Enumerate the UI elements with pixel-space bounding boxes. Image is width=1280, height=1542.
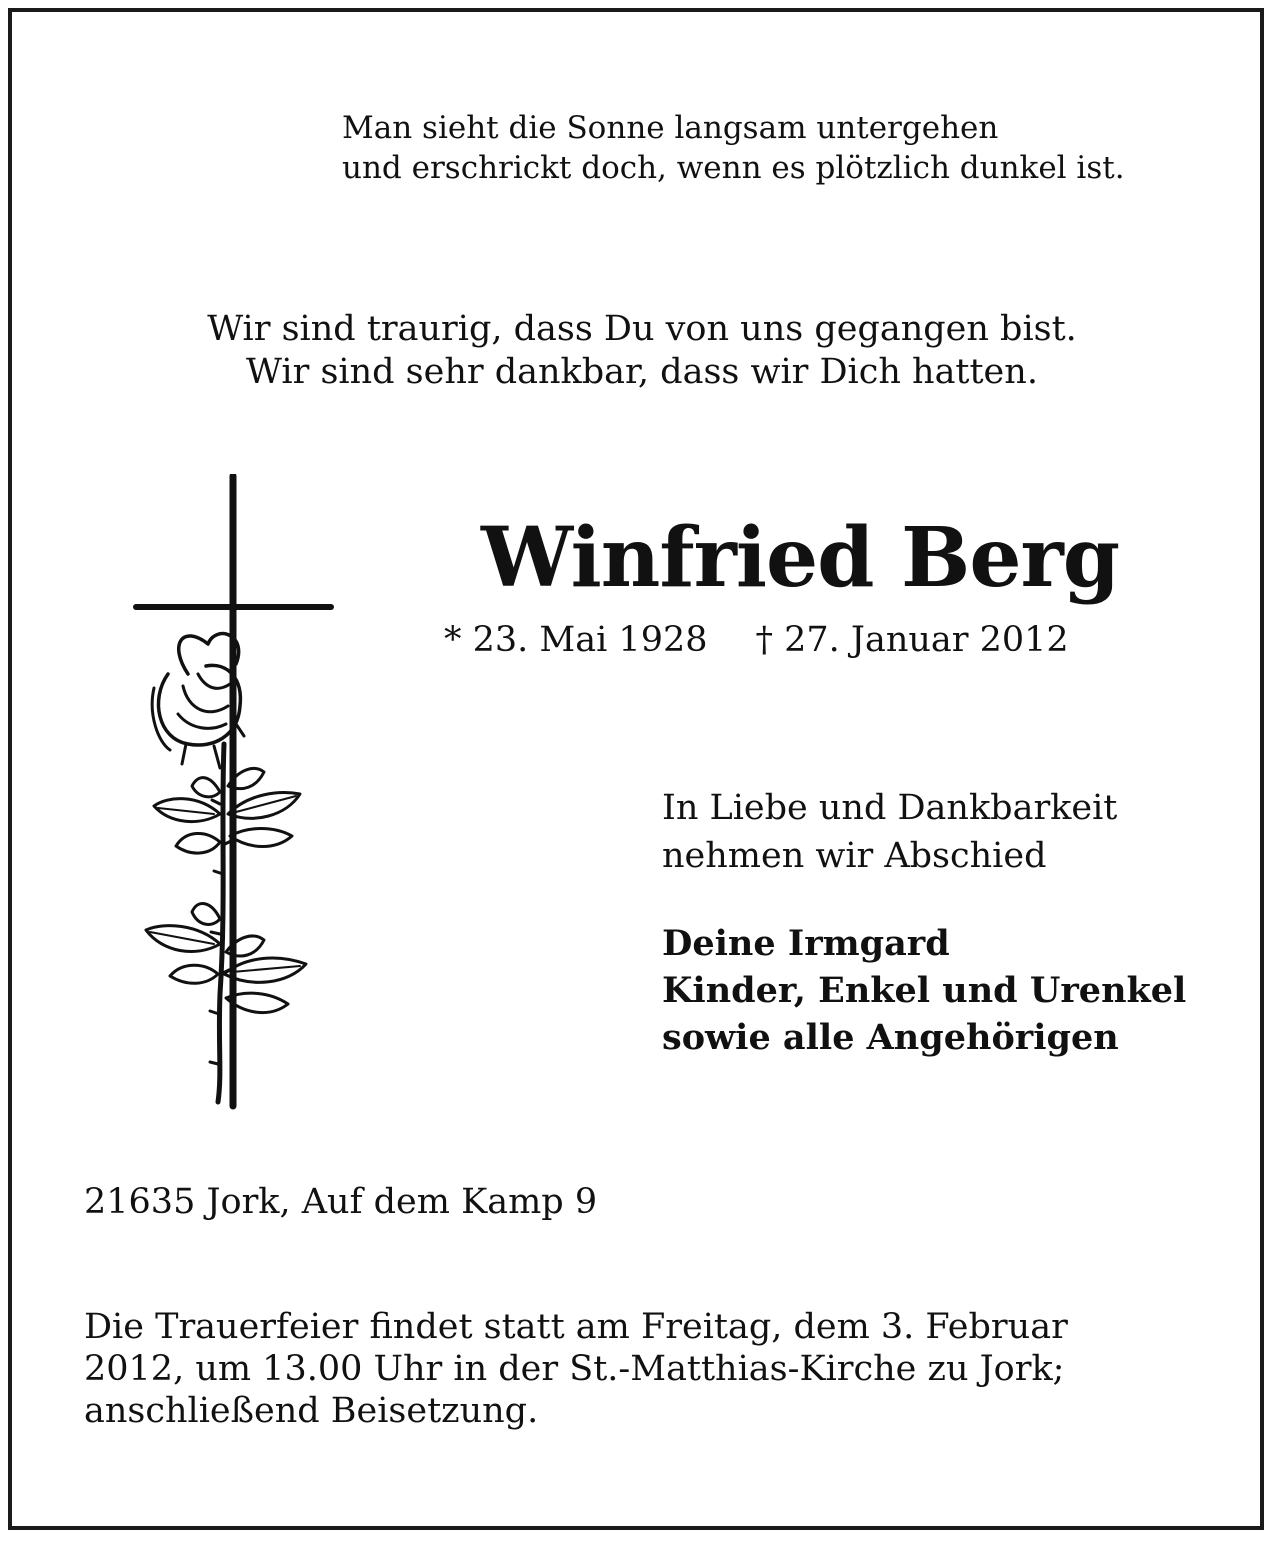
mourner-line-2: Kinder, Enkel und Urenkel xyxy=(662,970,1187,1011)
leaf-right-1-vein xyxy=(236,796,296,812)
cross-with-rose-icon xyxy=(128,474,340,1110)
mourners-list xyxy=(662,920,1222,1061)
leaf-left-1 xyxy=(154,799,220,822)
motto-line-1: Man sieht die Sonne langsam untergehen xyxy=(342,110,999,146)
farewell-line-2: nehmen wir Abschied xyxy=(662,836,1047,876)
deceased-name: Winfried Berg xyxy=(480,510,1120,606)
thanks-line-1: Wir sind traurig, dass Du von uns gegangen bist. xyxy=(207,309,1077,349)
service-line-2: 2012, um 13.00 Uhr in der St.-Matthias-Kirche zu Jork; xyxy=(84,1349,1065,1389)
leaf-left-5 xyxy=(170,965,218,983)
farewell-line-1: In Liebe und Dankbarkeit xyxy=(662,788,1118,828)
birth-date: * 23. Mai 1928 xyxy=(444,620,708,660)
mourner-line-1: Deine Irmgard xyxy=(662,923,950,964)
motto-verse xyxy=(342,108,1242,188)
rose-petals xyxy=(178,674,230,728)
address: 21635 Jork, Auf dem Kamp 9 xyxy=(84,1182,598,1222)
service-line-3: anschließend Beisetzung. xyxy=(84,1391,539,1431)
leaf-right-4-vein xyxy=(232,966,300,972)
thanks-verse xyxy=(100,308,1184,394)
farewell-text xyxy=(662,784,1222,880)
leaf-right-3 xyxy=(230,829,292,847)
service-line-1: Die Trauerfeier findet statt am Freitag, dem 3. Februar xyxy=(84,1307,1068,1347)
leaf-left-1-vein xyxy=(158,808,214,814)
death-date: † 27. Januar 2012 xyxy=(755,620,1069,660)
thanks-line-2: Wir sind sehr dankbar, dass wir Dich hatten. xyxy=(246,352,1038,392)
life-dates xyxy=(444,618,1164,662)
leaf-left-2 xyxy=(176,833,220,853)
motto-line-2: und erschrickt doch, wenn es plötzlich dunkel ist. xyxy=(342,150,1125,186)
funeral-service-notice xyxy=(84,1306,1224,1432)
leaf-left-6 xyxy=(192,904,220,925)
leaf-left-3 xyxy=(192,778,220,797)
rose-stem xyxy=(218,744,224,1102)
mourner-line-3: sowie alle Angehörigen xyxy=(662,1017,1119,1058)
